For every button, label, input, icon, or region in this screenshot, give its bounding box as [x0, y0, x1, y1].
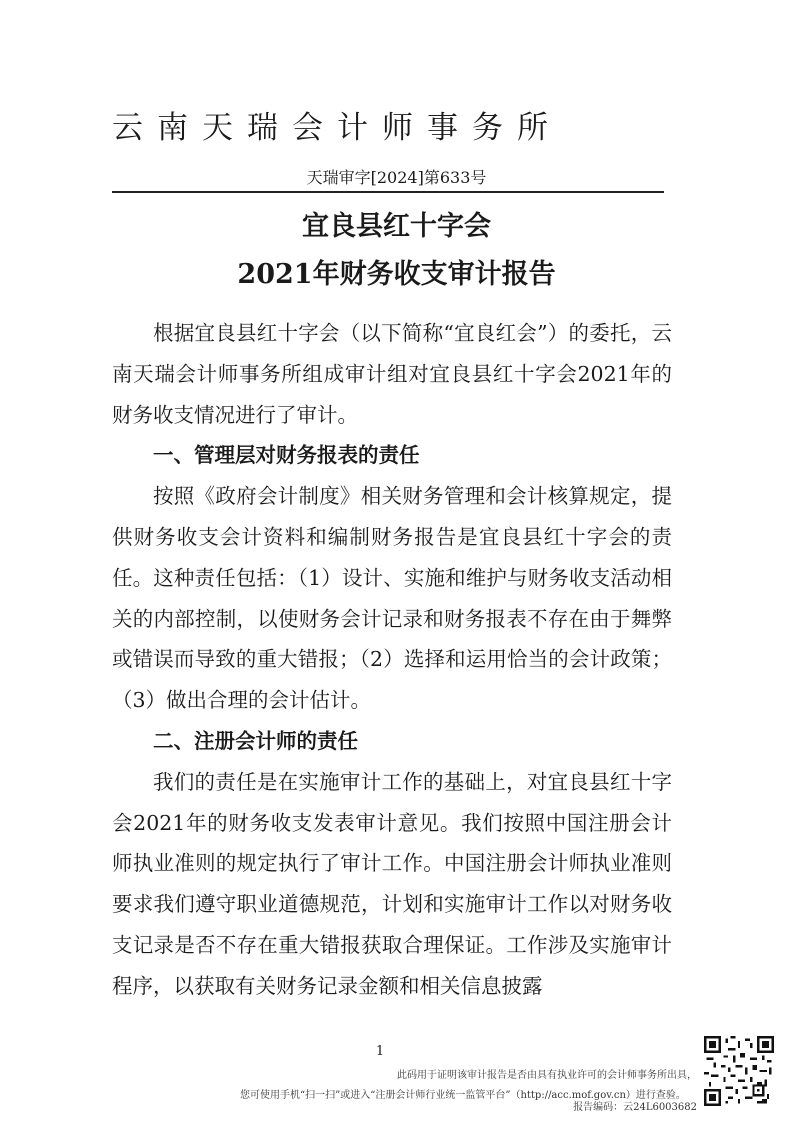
qr-code-icon[interactable]: [704, 1036, 774, 1106]
report-body: [112, 313, 672, 1007]
report-title-line1: 宜良县红十字会: [302, 211, 491, 242]
page-number: 1: [375, 1044, 385, 1059]
section2-paragraph: 我们的责任是在实施审计工作的基础上，对宜良县红十字会2021年的财务收支发表审计意见。我们按照中国注册会计师执业准则的规定执行了审计工作。中国注册会计师执业准则要求我们遵守职业道德规范，计划和实施审计工作以对财务收支记录是否不存在重大错报获取合理保证。工作涉及实施审计程序，以获取有关财务记录金额和相关信息披露: [112, 769, 672, 998]
verification-line2-visible: 您可使用手机“扫一扫”或进入“注册会计师行业统一监管平台”（http://acc.mof.gov.cn）进行查验。: [240, 1090, 686, 1101]
document-number: 天瑞审字[2024]第633号: [306, 168, 487, 187]
report-code: 报告编码：云24L6003682: [573, 1102, 697, 1113]
intro-paragraph: 根据宜良县红十字会（以下简称“宜良红会”）的委托，云南天瑞会计师事务所组成审计组对宜良县红十字会2021年的财务收支情况进行了审计。: [112, 321, 672, 427]
header-rule: [112, 191, 664, 193]
section1-paragraph: 按照《政府会计制度》相关财务管理和会计核算规定，提供财务收支会计资料和编制财务报告是宜良县红十字会的责任。这种责任包括：（1）设计、实施和维护与财务收支活动相关的内部控制，以使财务会计记录和财务报表不存在由于舞弊或错误而导致的重大错报；（2）选择和运用恰当的会计政策；（3）做出合理的会计估计。: [112, 484, 672, 713]
section1-heading: 一、管理层对财务报表的责任: [153, 443, 420, 468]
verification-line1: 此码用于证明该审计报告是否由具有执业许可的会计师事务所出具，: [397, 1070, 697, 1081]
firm-name: 云南天瑞会计师事务所: [112, 110, 562, 146]
report-title-line2: 2021年财务收支审计报告: [237, 259, 556, 290]
section2-heading: 二、注册会计师的责任: [153, 728, 358, 753]
